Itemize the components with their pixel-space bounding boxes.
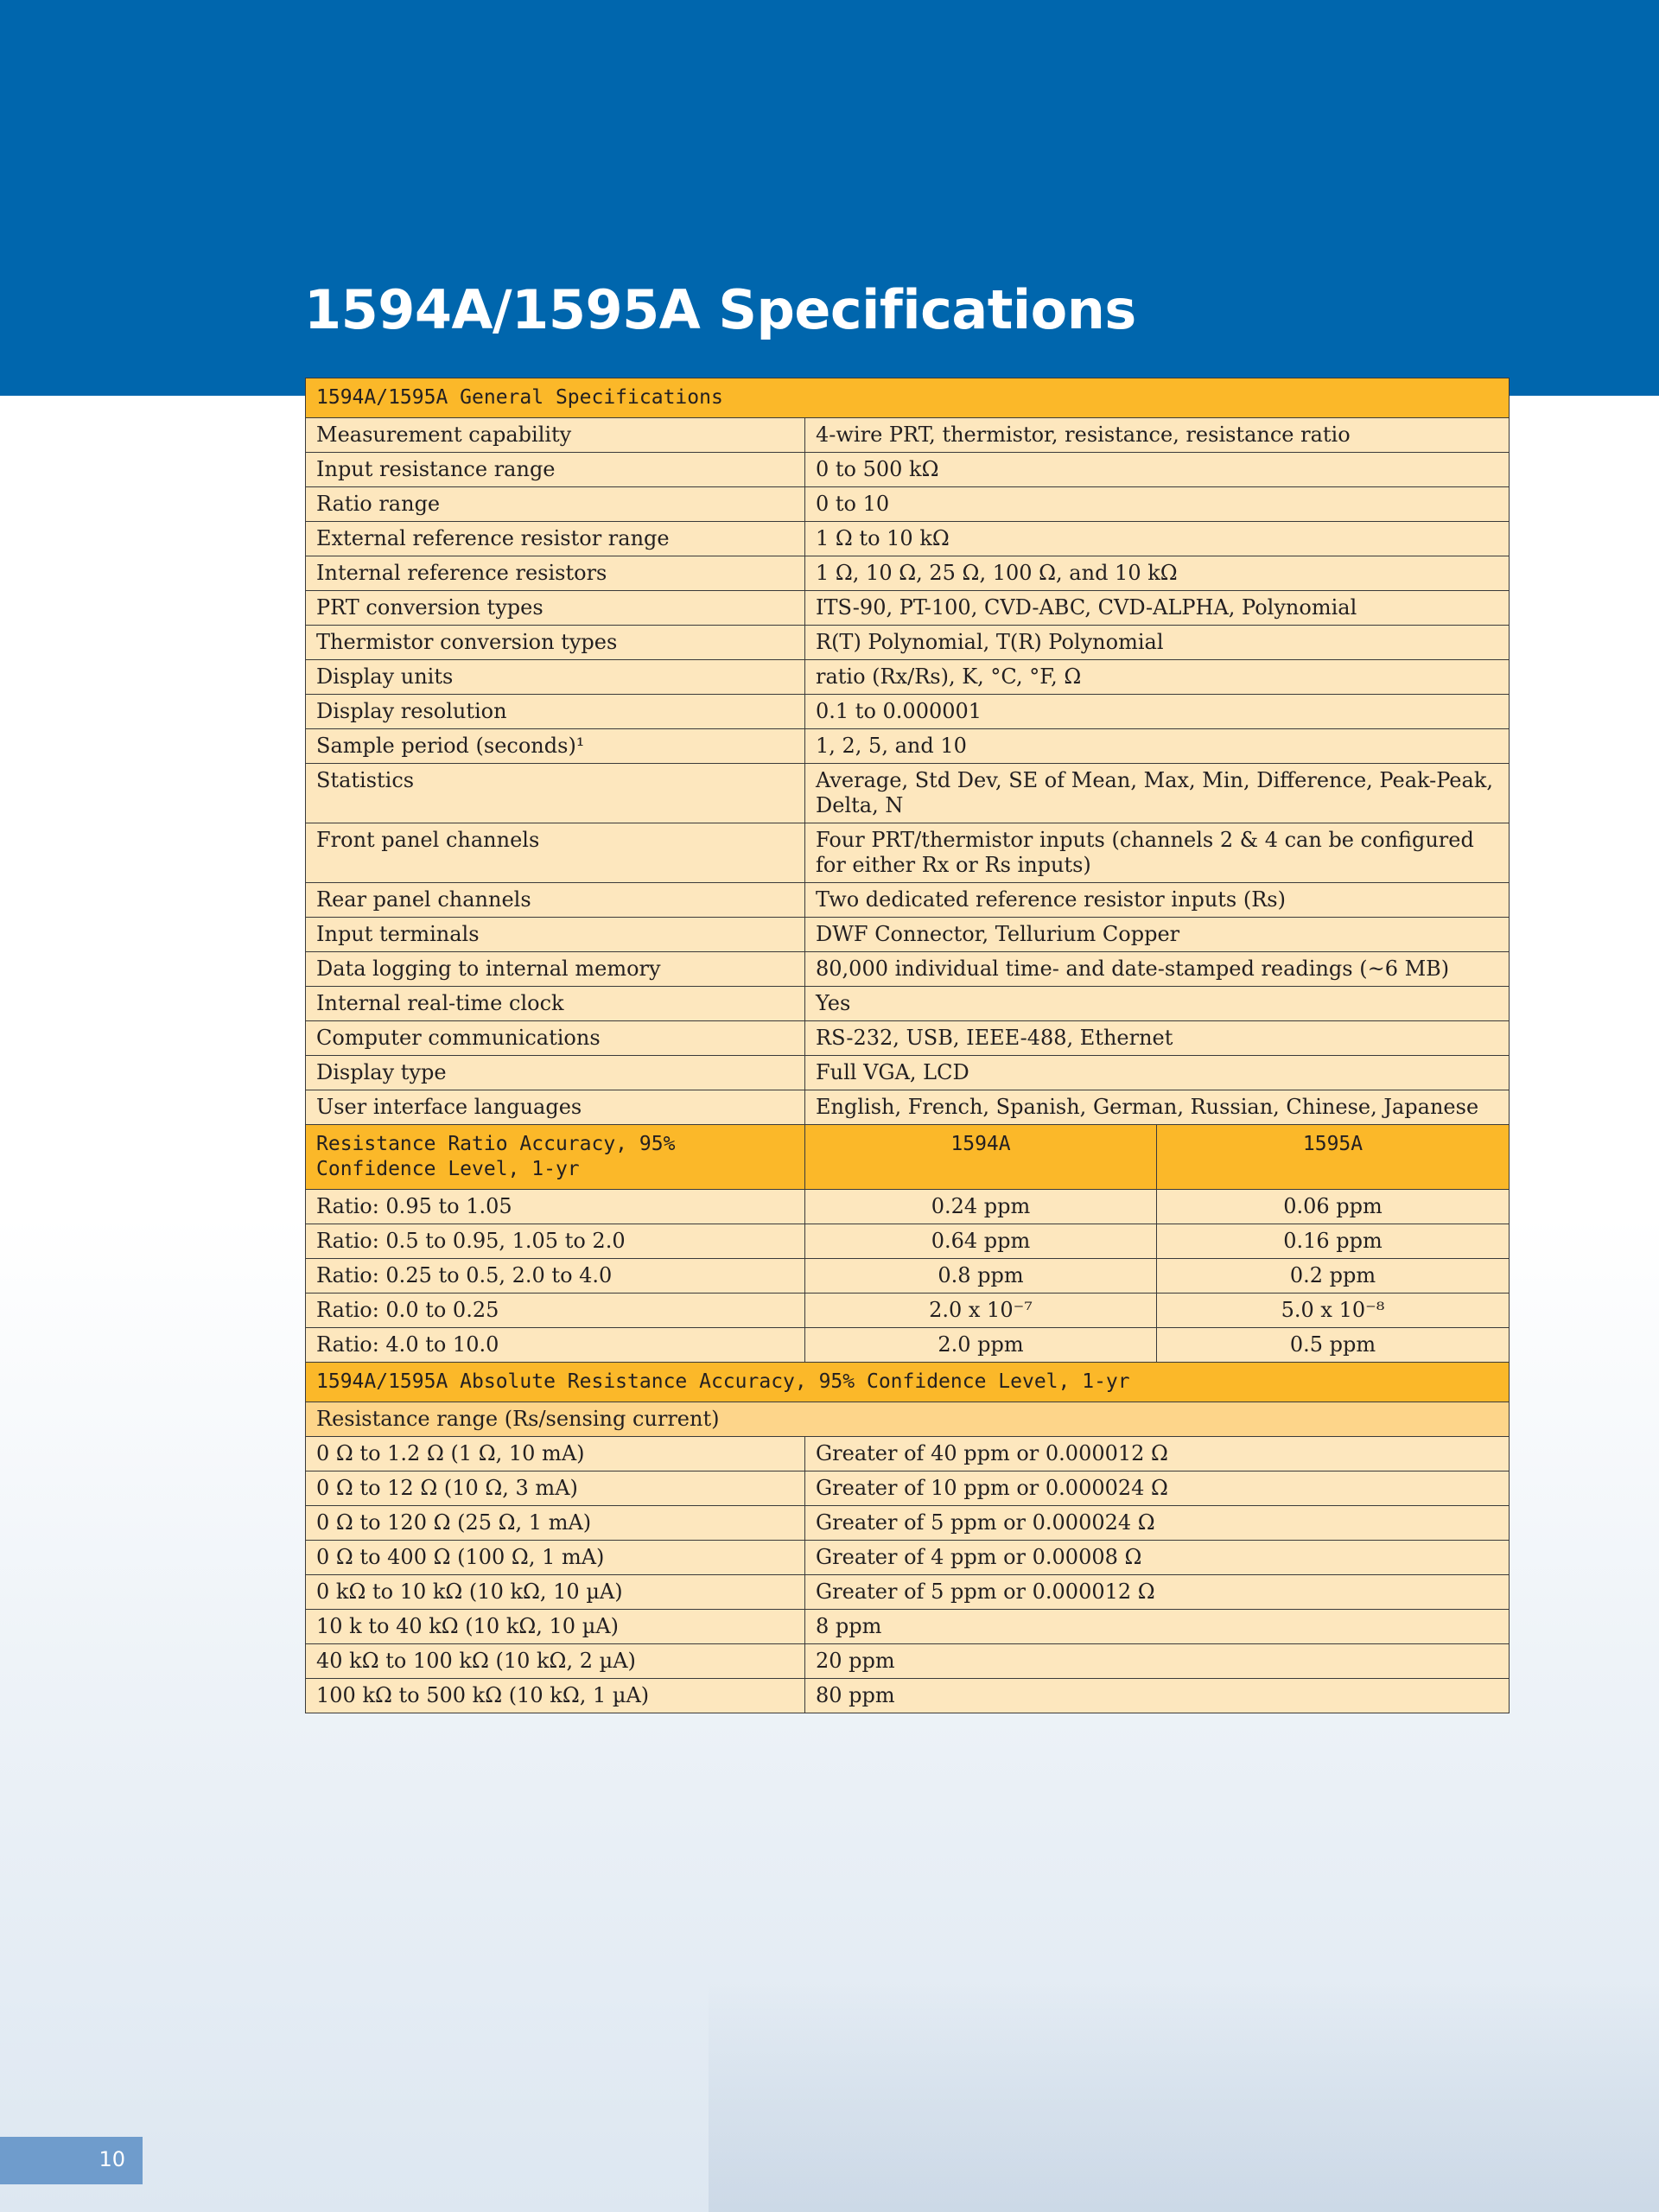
spec-label: Display units: [306, 660, 805, 695]
spec-value: ratio (Rx/Rs), K, °C, °F, Ω: [805, 660, 1510, 695]
table-row: [306, 487, 1510, 522]
ratio-value-1595a: 0.2 ppm: [1157, 1259, 1510, 1294]
spec-value: 80,000 individual time- and date-stamped readings (~6 MB): [805, 952, 1510, 987]
table-row: [306, 660, 1510, 695]
absolute-accuracy-header: 1594A/1595A Absolute Resistance Accuracy, 95% Confidence Level, 1-yr: [306, 1363, 1510, 1402]
spec-label: Input terminals: [306, 918, 805, 952]
spec-label: Ratio range: [306, 487, 805, 522]
spec-label: Internal real-time clock: [306, 987, 805, 1021]
range-label: 40 kΩ to 100 kΩ (10 kΩ, 2 µA): [306, 1644, 805, 1679]
ratio-value-1595a: 0.06 ppm: [1157, 1190, 1510, 1224]
table-row: [306, 522, 1510, 556]
ratio-value-1594a: 2.0 ppm: [805, 1328, 1157, 1363]
range-label: 0 Ω to 400 Ω (100 Ω, 1 mA): [306, 1541, 805, 1575]
general-specs-header-row: [306, 378, 1510, 418]
table-row: [306, 1644, 1510, 1679]
column-header-1594a: 1594A: [805, 1125, 1157, 1190]
ratio-value-1594a: 0.24 ppm: [805, 1190, 1157, 1224]
range-label: 0 Ω to 120 Ω (25 Ω, 1 mA): [306, 1506, 805, 1541]
spec-value: Four PRT/thermistor inputs (channels 2 & 4 can be configured for either Rx or Rs inputs): [805, 823, 1510, 883]
table-row: [306, 1679, 1510, 1713]
spec-label: Measurement capability: [306, 418, 805, 453]
ratio-value-1594a: 0.64 ppm: [805, 1224, 1157, 1259]
accuracy-value: Greater of 4 ppm or 0.00008 Ω: [805, 1541, 1510, 1575]
spec-value: Yes: [805, 987, 1510, 1021]
spec-label: Computer communications: [306, 1021, 805, 1056]
table-row: [306, 453, 1510, 487]
ratio-accuracy-header: Resistance Ratio Accuracy, 95% Confidence Level, 1-yr: [306, 1125, 805, 1190]
spec-value: RS-232, USB, IEEE-488, Ethernet: [805, 1021, 1510, 1056]
spec-label: External reference resistor range: [306, 522, 805, 556]
page-title: 1594A/1595A Specifications: [304, 278, 1136, 341]
absolute-accuracy-header-row: [306, 1363, 1510, 1402]
table-row: [306, 626, 1510, 660]
spec-value: 4-wire PRT, thermistor, resistance, resistance ratio: [805, 418, 1510, 453]
table-row: [306, 823, 1510, 883]
spec-value: ITS-90, PT-100, CVD-ABC, CVD-ALPHA, Polynomial: [805, 591, 1510, 626]
accuracy-value: Greater of 5 ppm or 0.000024 Ω: [805, 1506, 1510, 1541]
accuracy-value: Greater of 10 ppm or 0.000024 Ω: [805, 1471, 1510, 1506]
page-number: 10: [0, 2137, 143, 2184]
spec-value: 1 Ω to 10 kΩ: [805, 522, 1510, 556]
spec-label: Data logging to internal memory: [306, 952, 805, 987]
spec-label: Sample period (seconds)¹: [306, 729, 805, 764]
ratio-value-1594a: 0.8 ppm: [805, 1259, 1157, 1294]
table-row: [306, 918, 1510, 952]
table-row: [306, 1610, 1510, 1644]
spec-label: Front panel channels: [306, 823, 805, 883]
spec-value: English, French, Spanish, German, Russian, Chinese, Japanese: [805, 1090, 1510, 1125]
spec-value: Average, Std Dev, SE of Mean, Max, Min, Difference, Peak-Peak, Delta, N: [805, 764, 1510, 823]
range-label: 0 Ω to 12 Ω (10 Ω, 3 mA): [306, 1471, 805, 1506]
absolute-accuracy-subheader: Resistance range (Rs/sensing current): [306, 1402, 1510, 1437]
ratio-accuracy-header-row: [306, 1125, 1510, 1190]
accuracy-value: Greater of 5 ppm or 0.000012 Ω: [805, 1575, 1510, 1610]
spec-value: Two dedicated reference resistor inputs (Rs): [805, 883, 1510, 918]
ratio-label: Ratio: 0.5 to 0.95, 1.05 to 2.0: [306, 1224, 805, 1259]
spec-value: 1, 2, 5, and 10: [805, 729, 1510, 764]
spec-value: DWF Connector, Tellurium Copper: [805, 918, 1510, 952]
range-label: 0 kΩ to 10 kΩ (10 kΩ, 10 µA): [306, 1575, 805, 1610]
range-label: 100 kΩ to 500 kΩ (10 kΩ, 1 µA): [306, 1679, 805, 1713]
table-row: [306, 695, 1510, 729]
table-row: [306, 952, 1510, 987]
ratio-label: Ratio: 0.0 to 0.25: [306, 1294, 805, 1328]
table-row: [306, 1190, 1510, 1224]
ratio-value-1595a: 0.5 ppm: [1157, 1328, 1510, 1363]
table-row: [306, 987, 1510, 1021]
spec-value: 1 Ω, 10 Ω, 25 Ω, 100 Ω, and 10 kΩ: [805, 556, 1510, 591]
table-row: [306, 1259, 1510, 1294]
table-row: [306, 1506, 1510, 1541]
table-row: [306, 1021, 1510, 1056]
ratio-label: Ratio: 0.25 to 0.5, 2.0 to 4.0: [306, 1259, 805, 1294]
ratio-label: Ratio: 0.95 to 1.05: [306, 1190, 805, 1224]
table-row: [306, 1090, 1510, 1125]
ratio-value-1595a: 5.0 x 10⁻⁸: [1157, 1294, 1510, 1328]
table-row: [306, 418, 1510, 453]
table-row: [306, 1328, 1510, 1363]
absolute-accuracy-subheader-row: [306, 1402, 1510, 1437]
spec-value: 0 to 10: [805, 487, 1510, 522]
table-row: [306, 1575, 1510, 1610]
range-label: 10 k to 40 kΩ (10 kΩ, 10 µA): [306, 1610, 805, 1644]
range-label: 0 Ω to 1.2 Ω (1 Ω, 10 mA): [306, 1437, 805, 1471]
accuracy-value: 80 ppm: [805, 1679, 1510, 1713]
spec-value: 0 to 500 kΩ: [805, 453, 1510, 487]
background-photo: [709, 1979, 1659, 2212]
table-row: [306, 1437, 1510, 1471]
spec-label: Display type: [306, 1056, 805, 1090]
accuracy-value: Greater of 40 ppm or 0.000012 Ω: [805, 1437, 1510, 1471]
spec-label: Internal reference resistors: [306, 556, 805, 591]
table-row: [306, 556, 1510, 591]
table-row: [306, 1056, 1510, 1090]
spec-value: R(T) Polynomial, T(R) Polynomial: [805, 626, 1510, 660]
table-row: [306, 764, 1510, 823]
table-row: [306, 1541, 1510, 1575]
table-row: [306, 883, 1510, 918]
spec-label: Statistics: [306, 764, 805, 823]
spec-label: PRT conversion types: [306, 591, 805, 626]
spec-table: [305, 378, 1510, 1713]
ratio-label: Ratio: 4.0 to 10.0: [306, 1328, 805, 1363]
spec-value: Full VGA, LCD: [805, 1056, 1510, 1090]
ratio-value-1595a: 0.16 ppm: [1157, 1224, 1510, 1259]
table-row: [306, 729, 1510, 764]
spec-label: Input resistance range: [306, 453, 805, 487]
spec-label: Rear panel channels: [306, 883, 805, 918]
spec-label: Display resolution: [306, 695, 805, 729]
column-header-1595a: 1595A: [1157, 1125, 1510, 1190]
table-row: [306, 1224, 1510, 1259]
ratio-value-1594a: 2.0 x 10⁻⁷: [805, 1294, 1157, 1328]
spec-label: User interface languages: [306, 1090, 805, 1125]
table-row: [306, 591, 1510, 626]
table-row: [306, 1294, 1510, 1328]
accuracy-value: 20 ppm: [805, 1644, 1510, 1679]
general-specs-header: 1594A/1595A General Specifications: [306, 378, 1510, 418]
table-row: [306, 1471, 1510, 1506]
spec-label: Thermistor conversion types: [306, 626, 805, 660]
accuracy-value: 8 ppm: [805, 1610, 1510, 1644]
spec-value: 0.1 to 0.000001: [805, 695, 1510, 729]
